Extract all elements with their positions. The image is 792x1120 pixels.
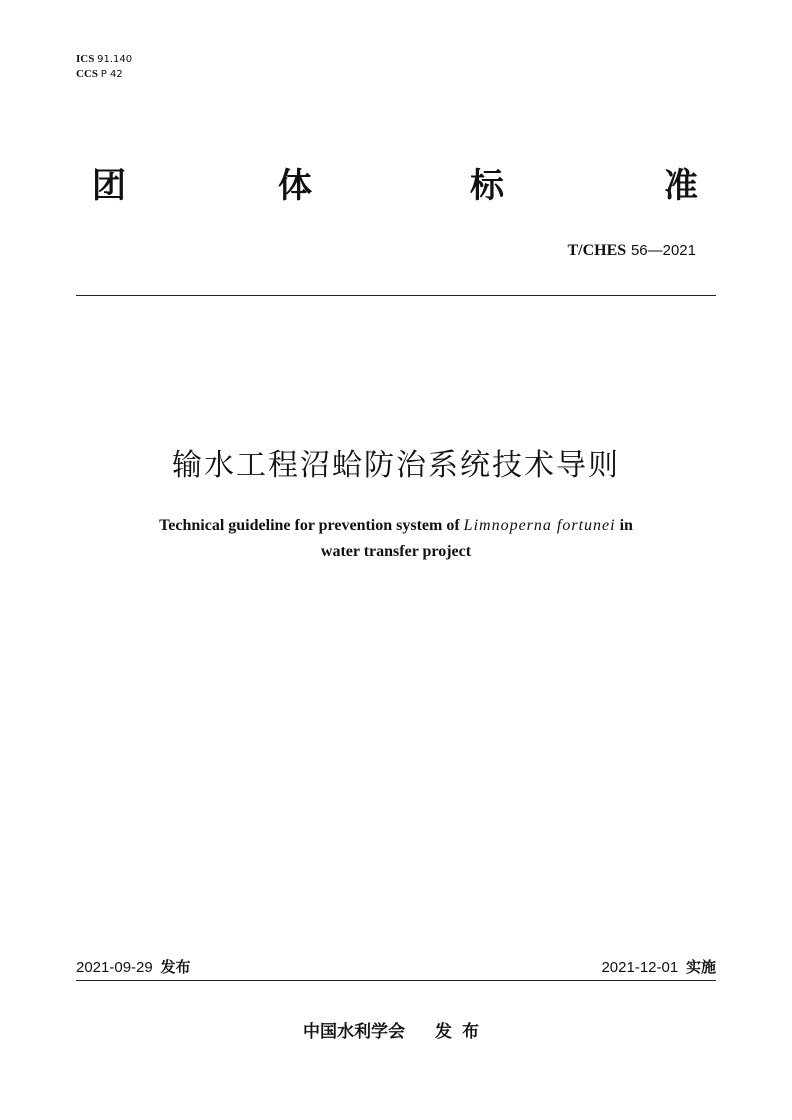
ics-value: 91.140 [97, 54, 133, 65]
standard-number-prefix: T/CHES [567, 242, 627, 259]
publisher-verb: 发布 [435, 1022, 489, 1042]
standard-type-char-1: 团 [92, 166, 126, 206]
implement-date-block [601, 957, 716, 978]
issue-date-block [76, 957, 191, 978]
issue-label: 发布 [160, 958, 191, 976]
implement-date: 2021-12-01 [601, 959, 679, 976]
english-title-line-1 [0, 513, 792, 539]
ccs-label: CCS [76, 68, 99, 80]
standard-type-char-2: 体 [278, 166, 312, 206]
chinese-title: 输水工程沼蛤防治系统技术导则 [172, 448, 620, 483]
ics-label: ICS [76, 53, 95, 65]
top-divider [76, 295, 716, 296]
ccs-code [76, 67, 132, 82]
english-title-part-1: Technical guideline for prevention system of [159, 517, 460, 534]
bottom-divider [76, 980, 716, 981]
publisher [0, 1020, 792, 1044]
english-title-line-2: water transfer project [320, 543, 472, 560]
standard-number [567, 240, 696, 261]
implement-label: 实施 [685, 958, 716, 976]
ccs-value: P 42 [100, 69, 123, 80]
english-title-part-2: in [619, 517, 633, 534]
issue-date: 2021-09-29 [76, 959, 153, 976]
standard-type-char-4: 准 [664, 166, 698, 206]
standard-number-value: 56—2021 [630, 242, 696, 259]
classification-codes [76, 52, 132, 82]
english-title-species: Limnoperna fortunei [463, 517, 616, 534]
english-title [0, 513, 792, 565]
publisher-name: 中国水利学会 [303, 1022, 405, 1042]
standard-type-char-3: 标 [470, 166, 504, 206]
ics-code [76, 52, 132, 67]
